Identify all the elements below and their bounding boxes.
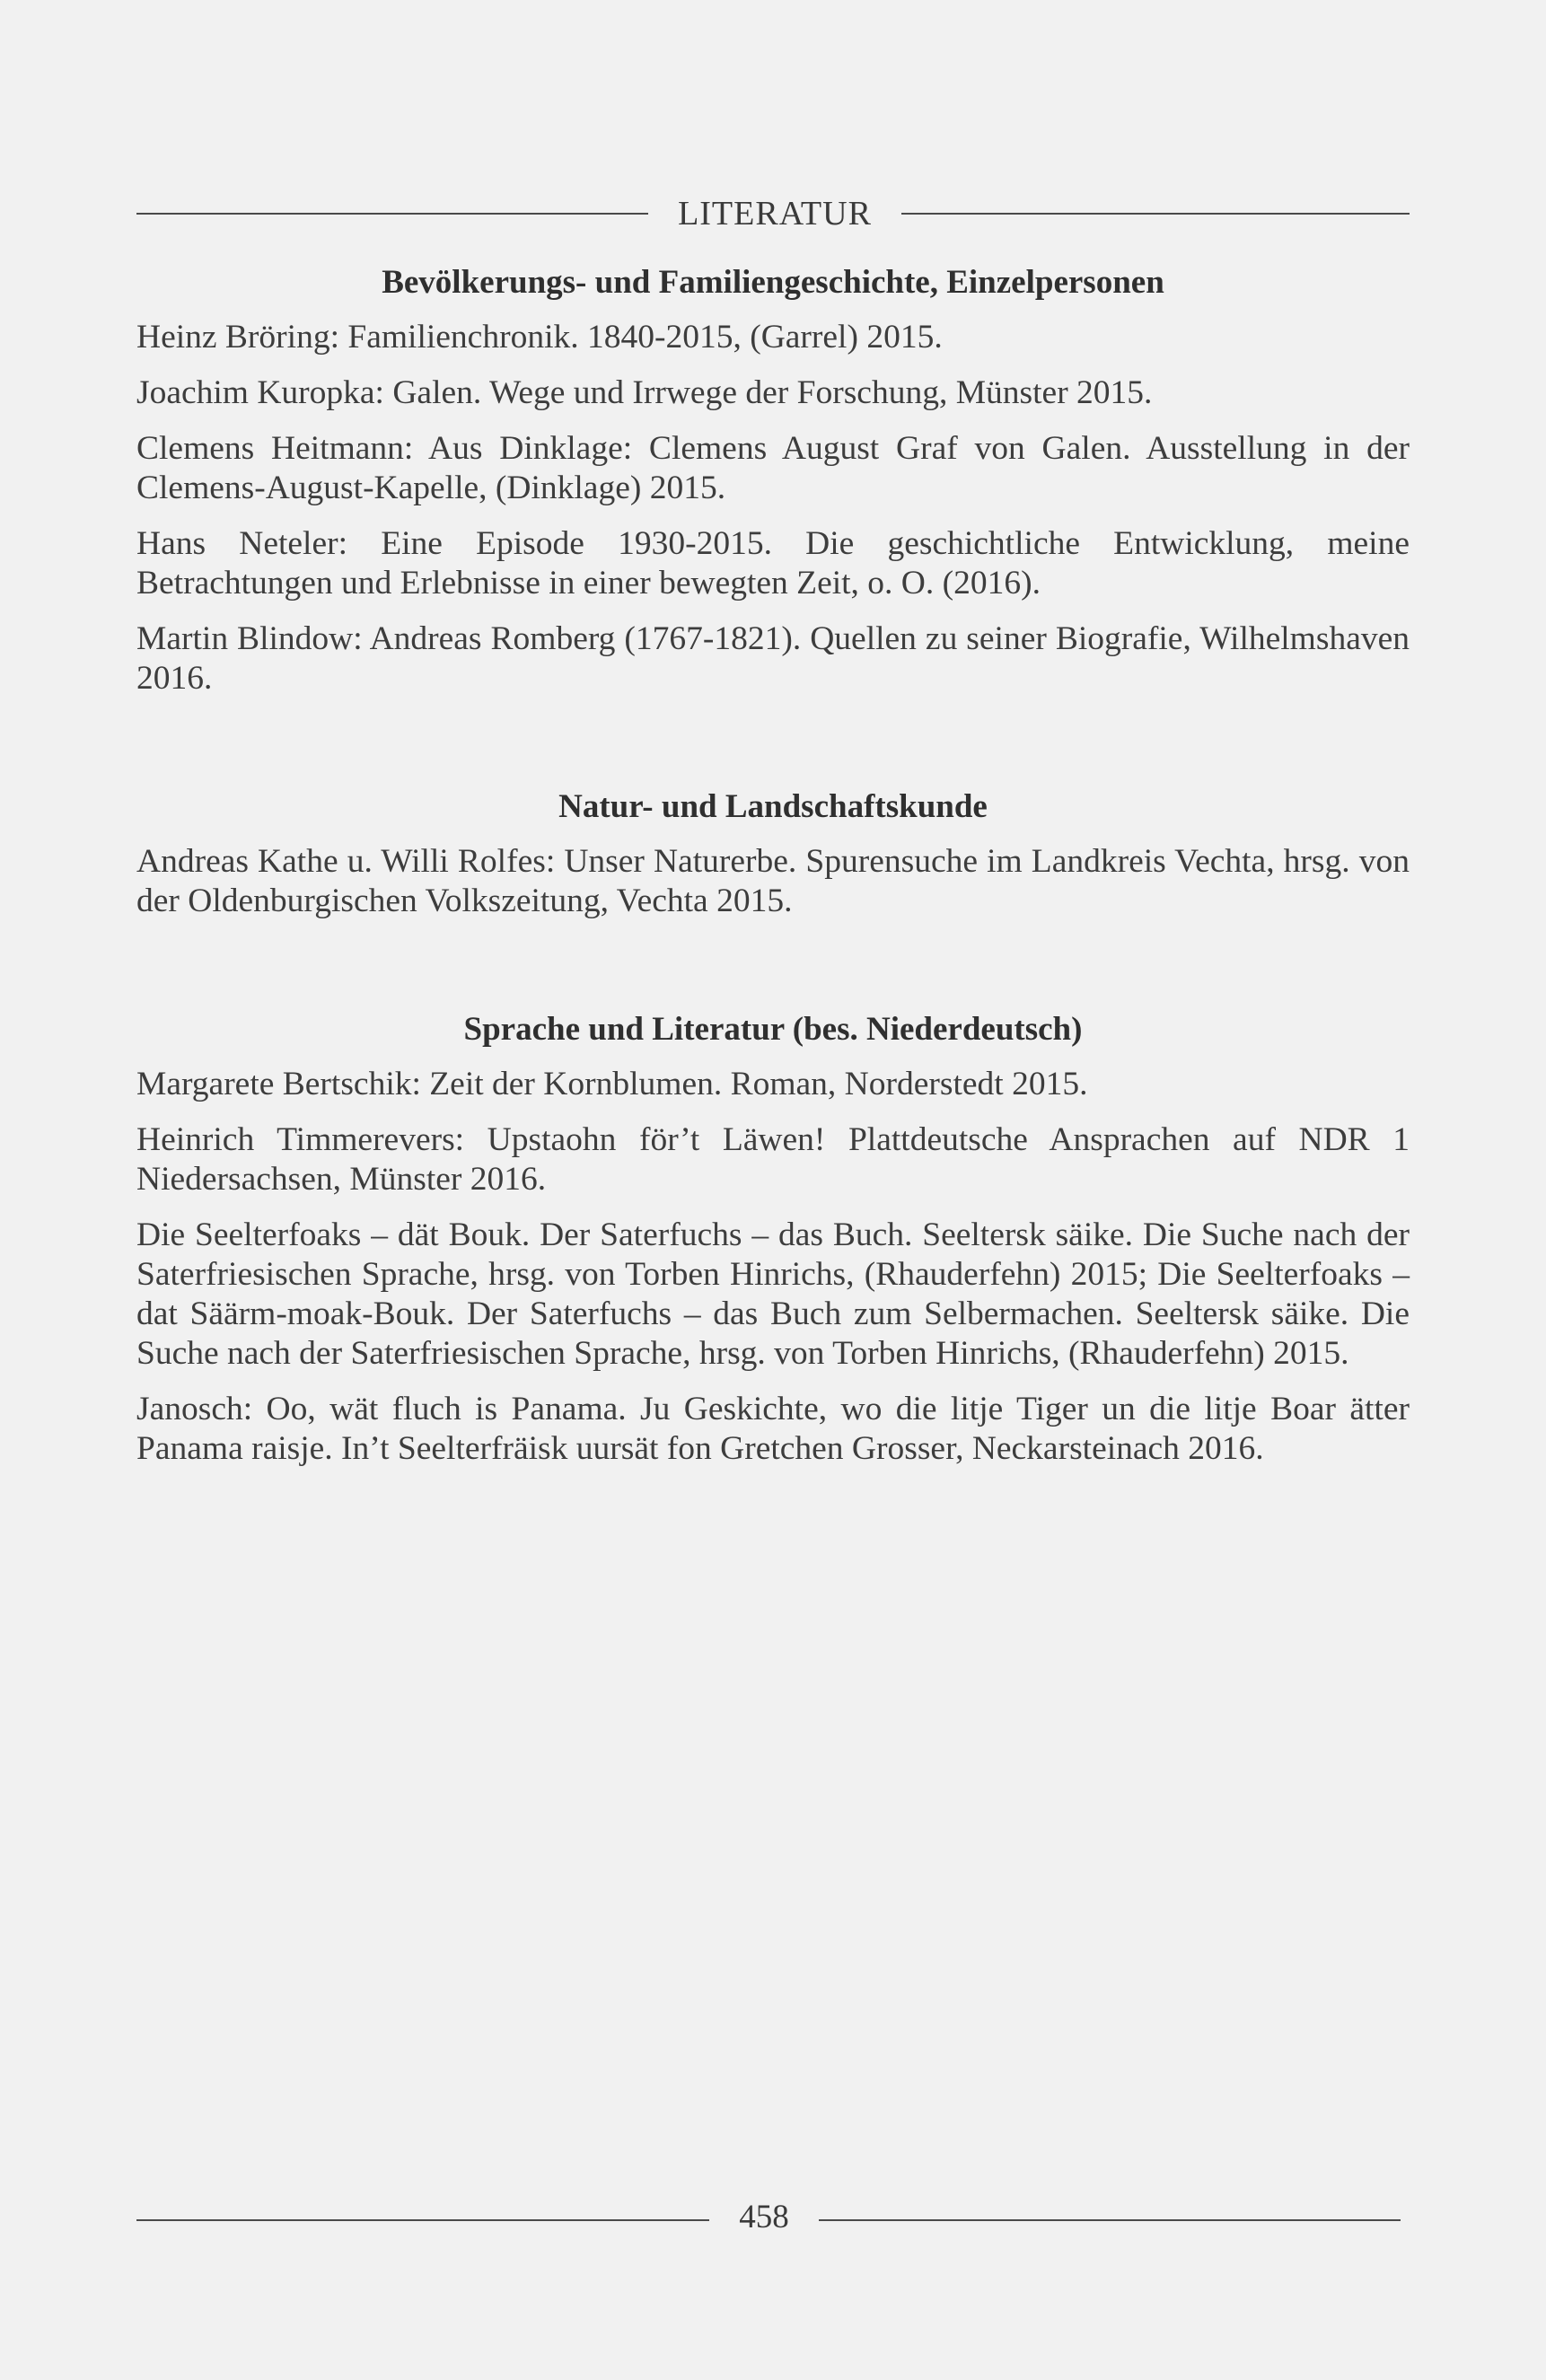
bibliography-entry: Martin Blindow: Andreas Romberg (1767-1821). Quellen zu seiner Biografie, Wilhelmshaven 2016. — [136, 620, 1410, 697]
bibliography-entry: Andreas Kathe u. Willi Rolfes: Unser Naturerbe. Spurensuche im Landkreis Vechta, hrsg. von der Oldenburgischen Volkszeitung, Vechta 2015. — [136, 843, 1410, 919]
footer-rule-left — [136, 2219, 709, 2221]
footer-rule-right — [819, 2219, 1401, 2221]
section-family-history — [136, 260, 1410, 698]
section-heading: Bevölkerungs- und Familiengeschichte, Einzelpersonen — [382, 264, 1164, 301]
bibliography-entry: Clemens Heitmann: Aus Dinklage: Clemens August Graf von Galen. Ausstellung in der Clemens-August-Kapelle, (Dinklage) 2015. — [136, 430, 1410, 506]
bibliography-entry: Joachim Kuropka: Galen. Wege und Irrwege der Forschung, Münster 2015. — [136, 374, 1153, 411]
bibliography-content — [136, 260, 1410, 1485]
running-head — [136, 189, 1410, 239]
section-nature-landscape — [136, 785, 1410, 921]
page-number: 458 — [739, 2199, 789, 2235]
page-footer — [136, 2192, 1410, 2243]
running-head-rule-left — [136, 213, 648, 215]
section-language-literature — [136, 1007, 1410, 1469]
running-head-rule-right — [901, 213, 1410, 215]
bibliography-entry: Heinrich Timmerevers: Upstaohn för’t Läwen! Plattdeutsche Ansprachen auf NDR 1 Niedersachsen, Münster 2016. — [136, 1121, 1410, 1198]
section-heading: Sprache und Literatur (bes. Niederdeutsch) — [463, 1011, 1083, 1048]
book-page — [136, 0, 1410, 2380]
bibliography-entry: Hans Neteler: Eine Episode 1930-2015. Die geschichtliche Entwicklung, meine Betrachtungen und Erlebnisse in einer bewegten Zeit, o. O. (2016). — [136, 525, 1410, 602]
section-heading: Natur- und Landschaftskunde — [558, 788, 988, 825]
bibliography-entry: Heinz Bröring: Familienchronik. 1840-2015, (Garrel) 2015. — [136, 319, 943, 356]
bibliography-entry: Margarete Bertschik: Zeit der Kornblumen. Roman, Norderstedt 2015. — [136, 1066, 1088, 1102]
bibliography-entry: Die Seelterfoaks – dät Bouk. Der Saterfuchs – das Buch. Seeltersk säike. Die Suche nach der Saterfriesischen Sprache, hrsg. von Torben Hinrichs, (Rhauderfehn) 2015; Die Seelterfoaks – dat Säärm-moak-Bouk. Der Saterfuchs – das Buch zum Selbermachen. Seeltersk säike. Die Suche nach der Saterfriesischen Sprache, hrsg. von Torben Hinrichs, (Rhauderfehn) 2015. — [136, 1216, 1410, 1372]
running-head-title: LITERATUR — [678, 195, 872, 233]
bibliography-entry: Janosch: Oo, wät fluch is Panama. Ju Geskichte, wo die litje Tiger un die litje Boar ätter Panama raisje. In’t Seelterfräisk uursät fon Gretchen Grosser, Neckarsteinach 2016. — [136, 1391, 1410, 1467]
